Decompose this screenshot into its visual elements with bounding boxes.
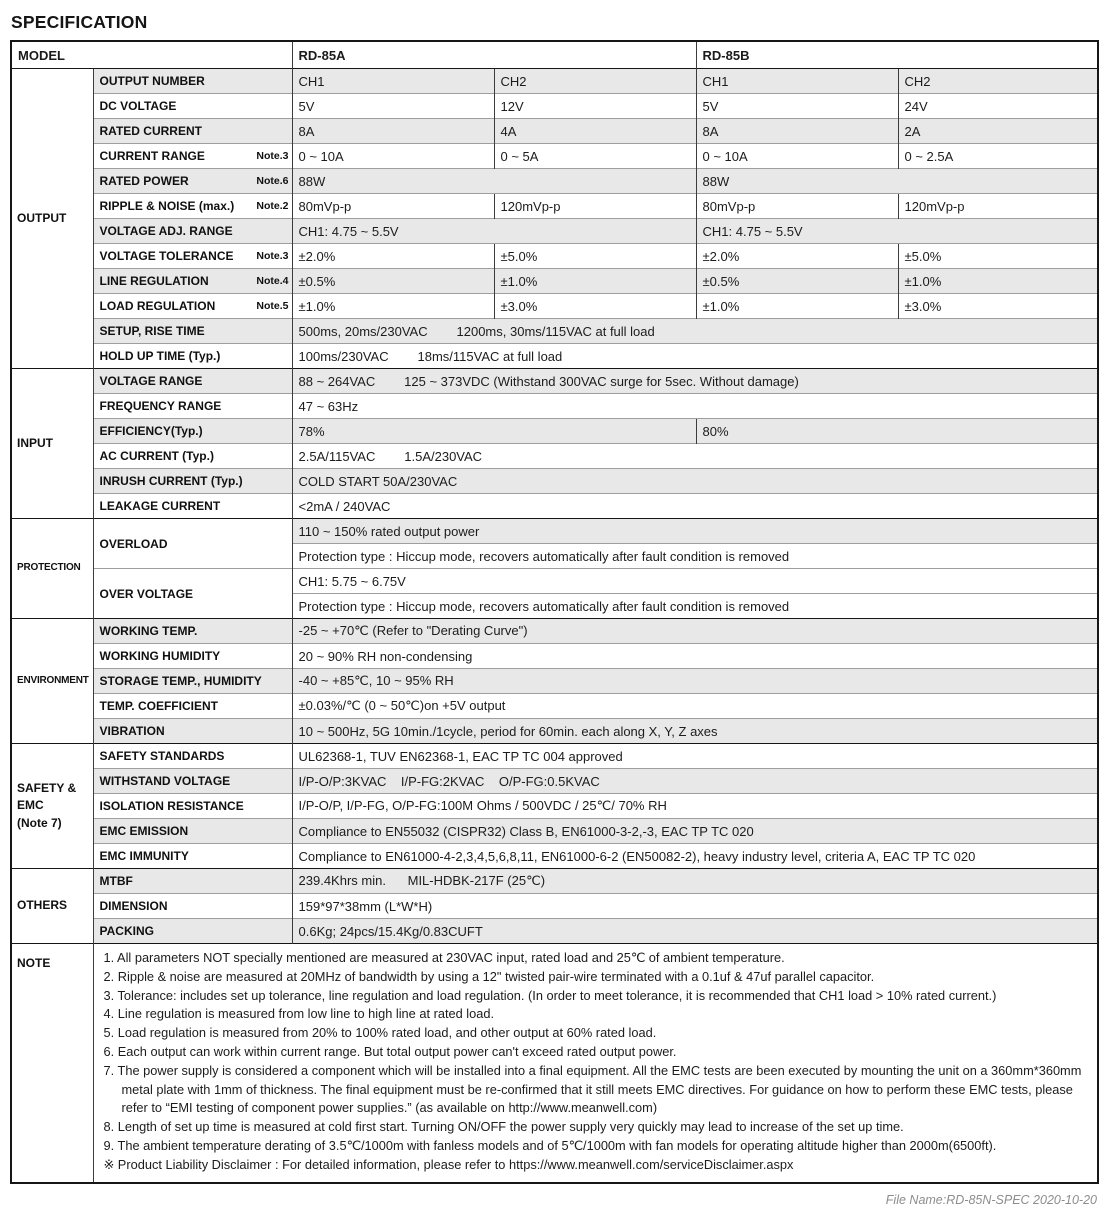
value-cell: 24V: [898, 94, 1098, 119]
table-row: [11, 94, 1098, 119]
table-row: [11, 269, 1098, 294]
item-label: LEAKAGE CURRENT: [99, 499, 221, 513]
table-row: [11, 444, 1098, 469]
category-label-line: NOTE: [17, 956, 51, 970]
value-cell: ±1.0%: [292, 294, 494, 319]
table-row: [11, 469, 1098, 494]
note-item: [104, 1118, 1090, 1137]
item-label-wrap: [94, 874, 292, 888]
value-cell: 239.4Khrs min. MIL-HDBK-217F (25℃): [292, 869, 1098, 894]
item-label-cell-safety-standards: [93, 744, 292, 769]
value-cell: CH1: [292, 69, 494, 94]
item-label-cell-temp-coefficient: [93, 694, 292, 719]
value-cell: 12V: [494, 94, 696, 119]
note-number: 3.: [103, 987, 115, 1003]
item-label-cell-output-number: [93, 69, 292, 94]
item-label-cell-ripple-noise-max: [93, 194, 292, 219]
category-label-line: OUTPUT: [17, 210, 67, 225]
item-label-wrap: [94, 399, 292, 413]
note-text: The power supply is considered a component which will be installed into a final equipment. All the EMC tests are been executed by mounting the unit on a 360mm*360mm metal plate with 1mm of thickness. The final equipment must be re-confirmed that it still meets EMC directives. For guidance on how to perform these EMC tests, please refer to “EMI testing of component power supplies.” (as available on http://www.meanwell.com): [117, 1062, 1082, 1116]
note-item: [104, 949, 1090, 968]
item-label-wrap: [94, 624, 292, 638]
note-text: Load regulation is measured from 20% to 100% rated load, and other output at 60% rated load.: [117, 1025, 657, 1041]
item-label-wrap: [94, 537, 292, 551]
item-label-wrap: [94, 924, 292, 938]
item-label: RATED POWER: [99, 174, 189, 188]
item-label: AC CURRENT (Typ.): [99, 449, 214, 463]
table-row: [11, 69, 1098, 94]
note-item: [104, 1156, 1090, 1175]
value-cell: 159*97*38mm (L*W*H): [292, 894, 1098, 919]
item-label-wrap: [94, 374, 292, 388]
item-label: STORAGE TEMP., HUMIDITY: [99, 674, 262, 688]
item-label-wrap: [94, 299, 292, 313]
item-label-wrap: [94, 499, 292, 513]
page-title: SPECIFICATION: [11, 12, 148, 32]
item-label-wrap: [94, 449, 292, 463]
item-label-wrap: [94, 587, 292, 601]
category-label-line: ENVIRONMENT: [17, 674, 89, 686]
value-cell: 5V: [292, 94, 494, 119]
item-label-wrap: [94, 274, 292, 288]
file-name-footer: File Name:RD-85N-SPEC 2020-10-20: [885, 1192, 1097, 1207]
item-label-cell-ac-current-typ: [93, 444, 292, 469]
specification-table: [10, 40, 1099, 1184]
value-cell: 80%: [696, 419, 1098, 444]
item-label-cell-setup-rise-time: [93, 319, 292, 344]
value-cell: 10 ~ 500Hz, 5G 10min./1cycle, period for 60min. each along X, Y, Z axes: [292, 719, 1098, 744]
value-cell: ±5.0%: [494, 244, 696, 269]
note-number: 8.: [103, 1119, 115, 1135]
value-cell: UL62368-1, TUV EN62368-1, EAC TP TC 004 approved: [292, 744, 1098, 769]
item-label: LOAD REGULATION: [99, 299, 216, 313]
note-number: 7.: [103, 1062, 115, 1078]
note-text: Length of set up time is measured at cold first start. Turning ON/OFF the power supply very quickly may lead to increase of the set up time.: [117, 1119, 904, 1135]
item-note-ref: Note.6: [256, 175, 289, 187]
value-cell: 47 ~ 63Hz: [292, 394, 1098, 419]
item-note-ref: Note.3: [256, 250, 289, 262]
note-item: [104, 968, 1090, 987]
value-cell: 120mVp-p: [898, 194, 1098, 219]
note-text: Product Liability Disclaimer : For detailed information, please refer to https://www.meanwell.com/serviceDisclaimer.aspx: [117, 1156, 794, 1172]
item-label-cell-emc-emission: [93, 819, 292, 844]
item-label-cell-load-regulation: [93, 294, 292, 319]
item-label-cell-rated-current: [93, 119, 292, 144]
item-label-wrap: [94, 224, 292, 238]
value-cell: 80mVp-p: [696, 194, 898, 219]
value-cell: Compliance to EN61000-4-2,3,4,5,6,8,11, EN61000-6-2 (EN50082-2), heavy industry level, criteria A, EAC TP TC 020: [292, 844, 1098, 869]
table-row: [11, 319, 1098, 344]
item-label: EMC IMMUNITY: [99, 849, 189, 863]
item-label-cell-rated-power: [93, 169, 292, 194]
table-row: [11, 169, 1098, 194]
item-label-wrap: [94, 699, 292, 713]
table-row: [11, 569, 1098, 594]
note-item: [104, 1005, 1090, 1024]
item-label-wrap: [94, 99, 292, 113]
item-label: WORKING HUMIDITY: [99, 649, 221, 663]
item-label-wrap: [94, 749, 292, 763]
item-note-ref: Note.3: [256, 150, 289, 162]
model-name-rd-85b: RD-85B: [696, 41, 1098, 69]
value-cell: <2mA / 240VAC: [292, 494, 1098, 519]
value-cell: 0 ~ 10A: [696, 144, 898, 169]
item-label-wrap: [94, 774, 292, 788]
table-row: [11, 644, 1098, 669]
note-text: The ambient temperature derating of 3.5℃/1000m with fanless models and of 5℃/1000m with fan models for operating altitude higher than 2000m(6500ft).: [117, 1137, 997, 1153]
value-cell: ±0.5%: [696, 269, 898, 294]
item-label-wrap: [94, 74, 292, 88]
category-label-line: PROTECTION: [17, 562, 81, 574]
category-cell-note: [11, 944, 93, 1183]
value-cell: 88 ~ 264VAC 125 ~ 373VDC (Withstand 300VAC surge for 5sec. Without damage): [292, 369, 1098, 394]
table-row: [11, 294, 1098, 319]
item-label-wrap: [94, 474, 292, 488]
notes-cell: [93, 944, 1098, 1183]
item-label: FREQUENCY RANGE: [99, 399, 222, 413]
value-cell: I/P-O/P, I/P-FG, O/P-FG:100M Ohms / 500VDC / 25℃/ 70% RH: [292, 794, 1098, 819]
category-label-line: EMC: [17, 798, 44, 813]
item-label-cell-voltage-adj-range: [93, 219, 292, 244]
category-label-line: OTHERS: [17, 898, 68, 913]
value-cell: 8A: [292, 119, 494, 144]
value-cell: 2A: [898, 119, 1098, 144]
value-cell: 8A: [696, 119, 898, 144]
note-text: Line regulation is measured from low line to high line at rated load.: [117, 1006, 495, 1022]
category-cell-safety-emc: [11, 744, 93, 869]
value-cell: -25 ~ +70℃ (Refer to "Derating Curve"): [292, 619, 1098, 644]
table-row: [11, 419, 1098, 444]
item-label-cell-working-humidity: [93, 644, 292, 669]
item-label-cell-withstand-voltage: [93, 769, 292, 794]
item-label-cell-mtbf: [93, 869, 292, 894]
value-cell: 80mVp-p: [292, 194, 494, 219]
item-label: VOLTAGE ADJ. RANGE: [99, 224, 233, 238]
item-label-cell-dimension: [93, 894, 292, 919]
category-cell-environment: [11, 619, 93, 744]
item-label-wrap: [94, 674, 292, 688]
item-label-wrap: [94, 899, 292, 913]
value-cell: 88W: [292, 169, 696, 194]
item-label: OVER VOLTAGE: [99, 586, 194, 601]
item-label: PACKING: [99, 924, 154, 938]
table-row: [11, 719, 1098, 744]
item-label: SETUP, RISE TIME: [99, 324, 205, 338]
note-number: 1.: [103, 950, 115, 965]
category-label-line: SAFETY &: [17, 780, 77, 795]
item-label-cell-vibration: [93, 719, 292, 744]
item-label: ISOLATION RESISTANCE: [99, 799, 244, 813]
note-number: ※: [103, 1156, 115, 1172]
item-label-wrap: [94, 349, 292, 363]
note-number: 2.: [103, 968, 115, 984]
item-label-cell-storage-temp-humidity: [93, 669, 292, 694]
model-label-cell: MODEL: [11, 41, 292, 69]
value-cell: ±1.0%: [696, 294, 898, 319]
value-cell: 78%: [292, 419, 696, 444]
item-label: CURRENT RANGE: [99, 149, 205, 163]
item-label-cell-leakage-current: [93, 494, 292, 519]
item-label-cell-dc-voltage: [93, 94, 292, 119]
category-cell-input: [11, 369, 93, 519]
value-cell: Compliance to EN55032 (CISPR32) Class B, EN61000-3-2,-3, EAC TP TC 020: [292, 819, 1098, 844]
note-number: 4.: [103, 1006, 115, 1022]
item-label: SAFETY STANDARDS: [99, 749, 225, 763]
table-row: [11, 919, 1098, 944]
item-label-cell-packing: [93, 919, 292, 944]
table-row: [11, 694, 1098, 719]
table-row: [11, 219, 1098, 244]
value-cell: CH2: [898, 69, 1098, 94]
item-label-cell-emc-immunity: [93, 844, 292, 869]
table-row: [11, 119, 1098, 144]
note-text: Tolerance: includes set up tolerance, line regulation and load regulation. (In order to meet tolerance, it is recommended that CH1 load > 10% rated current.): [117, 987, 997, 1003]
value-cell: CH1: 4.75 ~ 5.5V: [696, 219, 1098, 244]
value-cell: ±0.5%: [292, 269, 494, 294]
value-cell: ±3.0%: [898, 294, 1098, 319]
value-cell: ±1.0%: [898, 269, 1098, 294]
item-label: LINE REGULATION: [99, 274, 209, 288]
category-cell-output: [11, 69, 93, 369]
value-cell: 0 ~ 2.5A: [898, 144, 1098, 169]
item-label-cell-inrush-current-typ: [93, 469, 292, 494]
model-header-row: [11, 41, 1098, 69]
category-cell-protection: [11, 519, 93, 619]
table-row: [11, 894, 1098, 919]
value-cell: ±3.0%: [494, 294, 696, 319]
item-label-cell-frequency-range: [93, 394, 292, 419]
table-row: [11, 394, 1098, 419]
table-row: [11, 344, 1098, 369]
item-label: EFFICIENCY(Typ.): [99, 424, 203, 438]
value-cell: ±2.0%: [292, 244, 494, 269]
item-label: VOLTAGE TOLERANCE: [99, 249, 234, 263]
item-label-cell-efficiency-typ: [93, 419, 292, 444]
note-item: [104, 1043, 1090, 1062]
item-label-wrap: [94, 824, 292, 838]
item-label-wrap: [94, 249, 292, 263]
item-label: OUTPUT NUMBER: [99, 74, 205, 88]
item-label: MTBF: [99, 874, 133, 888]
value-cell: 4A: [494, 119, 696, 144]
value-cell: 20 ~ 90% RH non-condensing: [292, 644, 1098, 669]
item-label-wrap: [94, 649, 292, 663]
item-label-wrap: [94, 124, 292, 138]
item-label: WITHSTAND VOLTAGE: [99, 774, 231, 788]
item-label: DC VOLTAGE: [99, 99, 177, 113]
value-cell: CH1: 5.75 ~ 6.75V: [292, 569, 1098, 594]
value-cell: 120mVp-p: [494, 194, 696, 219]
item-note-ref: Note.2: [256, 200, 289, 212]
table-row: [11, 819, 1098, 844]
table-row: [11, 369, 1098, 394]
item-label: VOLTAGE RANGE: [99, 374, 203, 388]
note-text: All parameters NOT specially mentioned are measured at 230VAC input, rated load and 25℃ of ambient temperature.: [117, 950, 785, 965]
item-label-wrap: [94, 149, 292, 163]
note-number: 5.: [103, 1025, 115, 1041]
table-row: [11, 669, 1098, 694]
item-label-wrap: [94, 174, 292, 188]
model-name-rd-85a: RD-85A: [292, 41, 696, 69]
table-row: [11, 619, 1098, 644]
item-label-cell-voltage-tolerance: [93, 244, 292, 269]
value-cell: I/P-O/P:3KVAC I/P-FG:2KVAC O/P-FG:0.5KVAC: [292, 769, 1098, 794]
value-cell: -40 ~ +85℃, 10 ~ 95% RH: [292, 669, 1098, 694]
item-label-wrap: [94, 724, 292, 738]
note-text: Each output can work within current range. But total output power can't exceed rated output power.: [117, 1043, 677, 1059]
note-number: 9.: [103, 1137, 115, 1153]
value-cell: 100ms/230VAC 18ms/115VAC at full load: [292, 344, 1098, 369]
item-label: DIMENSION: [99, 899, 168, 913]
item-label: EMC EMISSION: [99, 824, 189, 838]
category-label-line: (Note 7): [17, 815, 62, 830]
table-row: [11, 769, 1098, 794]
item-note-ref: Note.4: [256, 275, 289, 287]
note-item: [104, 987, 1090, 1006]
item-label-cell-working-temp: [93, 619, 292, 644]
item-label: RATED CURRENT: [99, 124, 202, 138]
item-label: INRUSH CURRENT (Typ.): [99, 474, 243, 488]
table-row: [11, 144, 1098, 169]
item-label: HOLD UP TIME (Typ.): [99, 349, 221, 363]
value-cell: 88W: [696, 169, 1098, 194]
item-label-cell-over-voltage: [93, 569, 292, 619]
item-label: TEMP. COEFFICIENT: [99, 699, 218, 713]
value-cell: ±2.0%: [696, 244, 898, 269]
note-item: [104, 1024, 1090, 1043]
item-label: RIPPLE & NOISE (max.): [99, 199, 235, 213]
category-label-line: INPUT: [17, 435, 53, 450]
value-cell: Protection type : Hiccup mode, recovers automatically after fault condition is removed: [292, 594, 1098, 619]
note-text: Ripple & noise are measured at 20MHz of bandwidth by using a 12" twisted pair-wire terminated with a 0.1uf & 47uf parallel capacitor.: [117, 968, 875, 984]
value-cell: Protection type : Hiccup mode, recovers automatically after fault condition is removed: [292, 544, 1098, 569]
value-cell: 500ms, 20ms/230VAC 1200ms, 30ms/115VAC at full load: [292, 319, 1098, 344]
item-label-cell-voltage-range: [93, 369, 292, 394]
item-label: VIBRATION: [99, 724, 165, 738]
item-label: WORKING TEMP.: [99, 624, 198, 638]
value-cell: CH1: [696, 69, 898, 94]
value-cell: COLD START 50A/230VAC: [292, 469, 1098, 494]
table-row-note: [11, 944, 1098, 1183]
item-label-cell-isolation-resistance: [93, 794, 292, 819]
item-label-wrap: [94, 199, 292, 213]
note-number: 6.: [103, 1043, 115, 1059]
value-cell: ±5.0%: [898, 244, 1098, 269]
table-row: [11, 794, 1098, 819]
item-label-wrap: [94, 324, 292, 338]
note-item: [104, 1062, 1090, 1118]
value-cell: ±0.03%/℃ (0 ~ 50℃)on +5V output: [292, 694, 1098, 719]
item-label-cell-current-range: [93, 144, 292, 169]
value-cell: 2.5A/115VAC 1.5A/230VAC: [292, 444, 1098, 469]
table-row: [11, 244, 1098, 269]
item-label: OVERLOAD: [99, 536, 168, 551]
item-label-cell-line-regulation: [93, 269, 292, 294]
table-row: [11, 519, 1098, 544]
value-cell: 0 ~ 10A: [292, 144, 494, 169]
value-cell: 0 ~ 5A: [494, 144, 696, 169]
table-row: [11, 744, 1098, 769]
item-label-cell-hold-up-time-typ: [93, 344, 292, 369]
category-cell-others: [11, 869, 93, 944]
item-label-cell-overload: [93, 519, 292, 569]
table-row: [11, 869, 1098, 894]
value-cell: CH2: [494, 69, 696, 94]
table-row: [11, 844, 1098, 869]
item-label-wrap: [94, 849, 292, 863]
table-row: [11, 194, 1098, 219]
value-cell: 5V: [696, 94, 898, 119]
value-cell: 0.6Kg; 24pcs/15.4Kg/0.83CUFT: [292, 919, 1098, 944]
value-cell: 110 ~ 150% rated output power: [292, 519, 1098, 544]
note-item: [104, 1137, 1090, 1156]
value-cell: ±1.0%: [494, 269, 696, 294]
item-label-wrap: [94, 424, 292, 438]
item-note-ref: Note.5: [256, 300, 289, 312]
table-row: [11, 494, 1098, 519]
item-label-wrap: [94, 799, 292, 813]
value-cell: CH1: 4.75 ~ 5.5V: [292, 219, 696, 244]
